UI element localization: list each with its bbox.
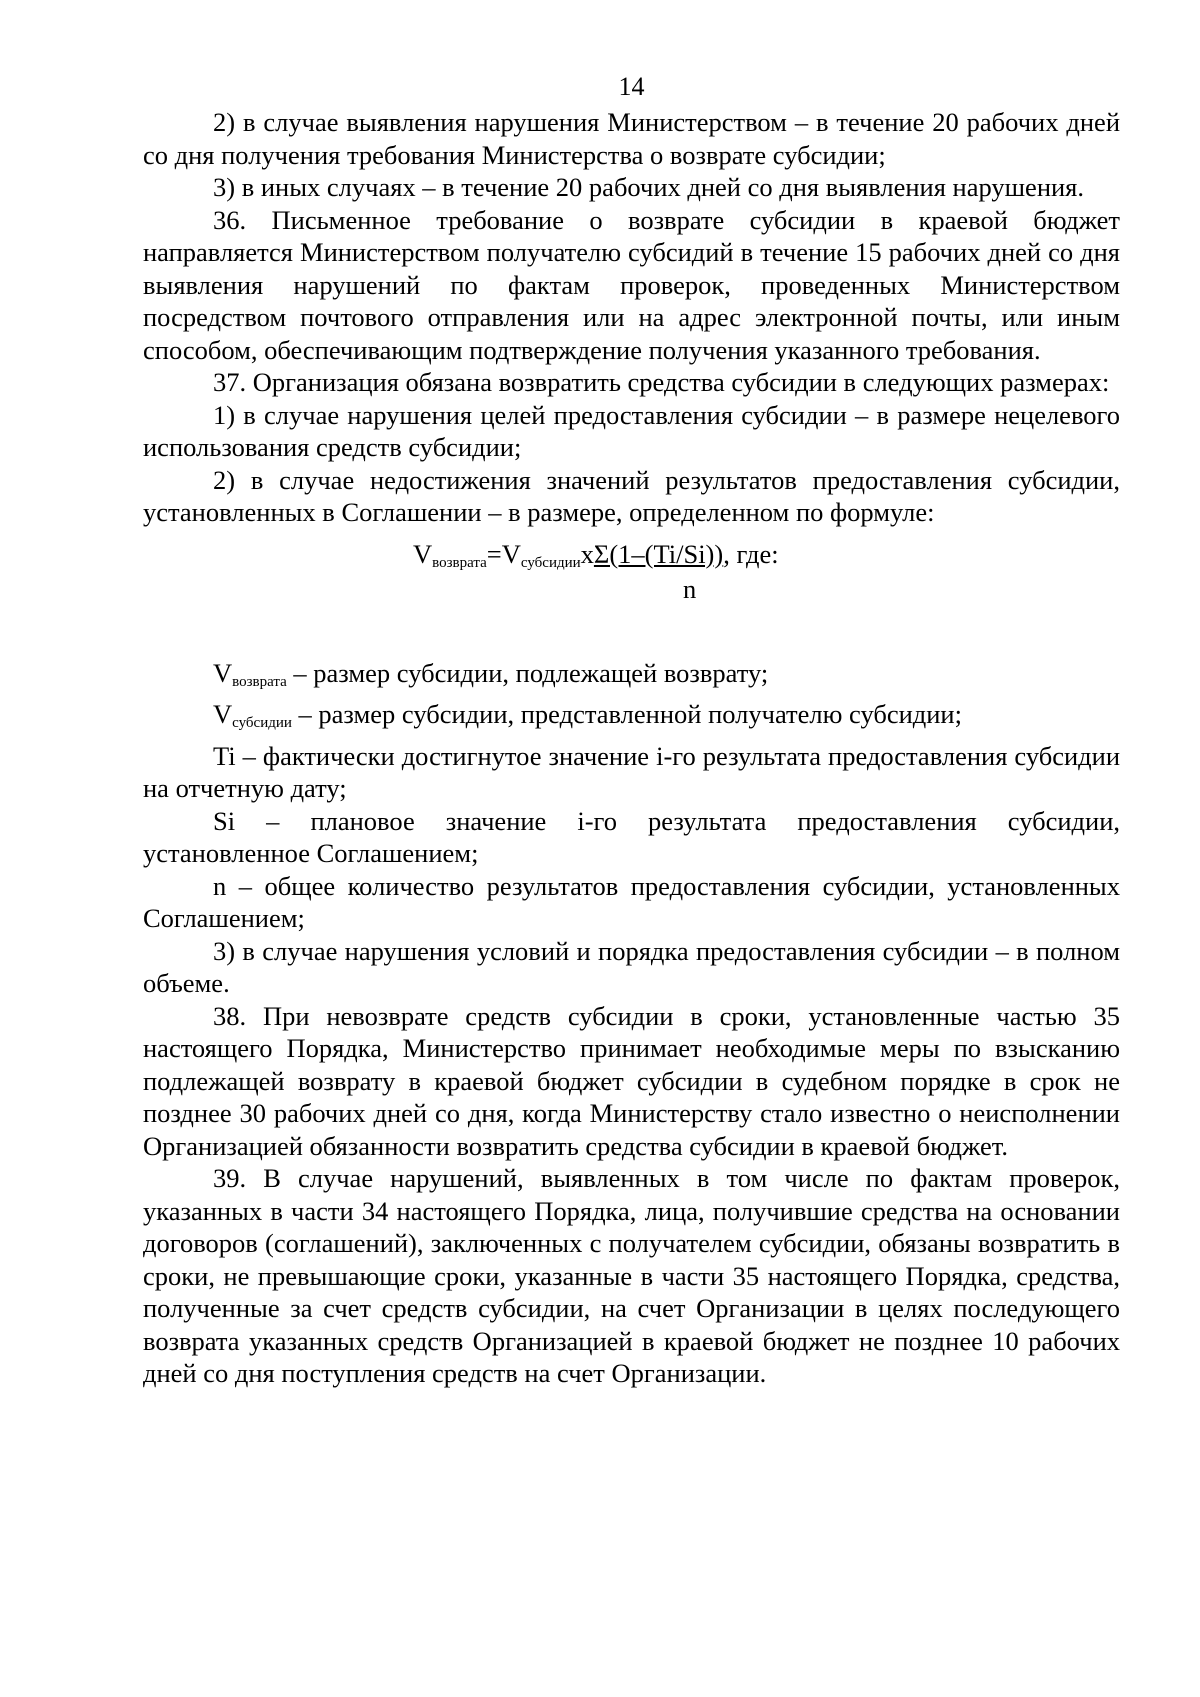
definition-si: Si – плановое значение i-го результата предоставления субсидии, установленное Соглашением;: [143, 805, 1120, 868]
paragraph-36: 36. Письменное требование о возврате субсидии в краевой бюджет направляется Министерством получателю субсидий в течение 15 рабочих дней со дня выявления нарушений по фактам проверок, проведенных Министерством посредством почтового отправления или на адрес электронной почты, или иным способом, обеспечивающим подтверждение получения указанного требования.: [143, 204, 1120, 365]
paragraph-37-2: 2) в случае недостижения значений результатов предоставления субсидии, установленных в Соглашении – в размере, определенном по формуле:: [143, 464, 1120, 527]
formula-multiply: x: [580, 538, 594, 569]
formula-tail: , где:: [723, 538, 779, 569]
formula-line: [413, 539, 779, 572]
paragraph-37: 37. Организация обязана возвратить средства субсидии в следующих размерах:: [213, 367, 1110, 397]
definition-v-subsidy-text: – размер субсидии, представленной получателю субсидии;: [291, 699, 962, 729]
formula-denominator: n: [683, 573, 697, 604]
definition-n: n – общее количество результатов предоставления субсидии, установленных Соглашением;: [143, 870, 1120, 933]
paragraph-38: 38. При невозврате средств субсидии в сроки, установленные частью 35 настоящего Порядка, Министерство принимает необходимые меры по взысканию подлежащей возврату в краевой бюджет субсидии в судебном порядке в срок не позднее 30 рабочих дней со дня, когда Министерству стало известно о неисполнении Организацией обязанности возвратить средства субсидии в краевой бюджет.: [143, 1000, 1120, 1161]
formula-sub-subsidy: субсидии: [520, 554, 581, 571]
return-formula: [143, 529, 1120, 657]
definition-v-subsidy-sub: субсидии: [232, 715, 292, 731]
definition-v-return-sub: возврата: [232, 673, 287, 690]
definition-ti: Ti – фактически достигнутое значение i-го результата предоставления субсидии на отчетную дату;: [143, 740, 1120, 803]
paragraph-35-3: 3) в иных случаях – в течение 20 рабочих дней со дня выявления нарушения.: [213, 172, 1084, 202]
definition-v-return-symbol: V: [213, 657, 233, 688]
paragraph-37-3: 3) в случае нарушения условий и порядка предоставления субсидии – в полном объеме.: [143, 935, 1120, 998]
definition-v-return: [143, 657, 1120, 699]
formula-equals: =V: [486, 538, 521, 569]
paragraph-37-1: 1) в случае нарушения целей предоставления субсидии – в размере нецелевого использования средств субсидии;: [143, 399, 1120, 462]
definition-v-return-text: – размер субсидии, подлежащей возврату;: [286, 657, 769, 688]
paragraph-35-2: 2) в случае выявления нарушения Министерством – в течение 20 рабочих дней со дня получения требования Министерства о возврате субсидии;: [143, 107, 1120, 170]
document-page: [143, 70, 1120, 1390]
definition-v-subsidy: [143, 698, 1120, 740]
formula-numerator: Σ(1–(Ti/Si)): [593, 538, 724, 569]
formula-sub-return: возврата: [432, 554, 487, 571]
page-number: 14: [618, 72, 645, 101]
formula-v-return: V: [413, 538, 433, 569]
paragraph-39: 39. В случае нарушений, выявленных в том числе по фактам проверок, указанных в части 34 настоящего Порядка, лица, получившие средства на основании договоров (соглашений), заключенных с получателем субсидии, обязаны возвратить в сроки, не превышающие сроки, указанные в части 35 настоящего Порядка, средства, полученные за счет средств субсидии, на счет Организации в целях последующего возврата указанных средств Организацией в краевой бюджет не позднее 10 рабочих дней со дня поступления средств на счет Организации.: [143, 1163, 1120, 1388]
definition-v-subsidy-symbol: V: [213, 699, 233, 729]
